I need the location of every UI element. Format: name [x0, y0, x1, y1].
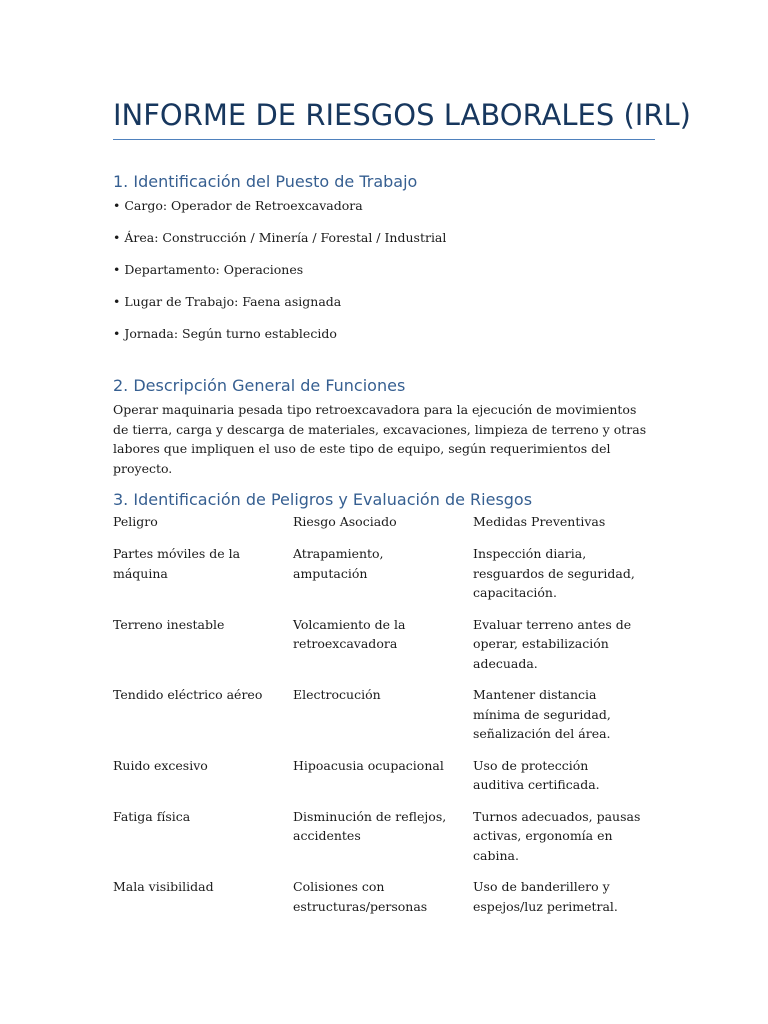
table-row — [113, 807, 655, 878]
measures-cell: Inspección diaria, resguardos de seguridad, capacitación. — [473, 546, 635, 600]
risk-cell: Disminución de reflejos, accidentes — [293, 808, 447, 843]
measures-cell: Uso de protección auditiva certificada. — [473, 757, 600, 792]
document-title: INFORME DE RIESGOS LABORALES (IRL) — [113, 98, 691, 132]
hazard-cell: Fatiga física — [113, 808, 191, 824]
section-2-heading: 2. Descripción General de Funciones — [113, 376, 406, 395]
table-row — [113, 615, 655, 686]
job-detail-jornada: • Jornada: Según turno establecido — [113, 326, 337, 341]
job-detail-area: • Área: Construcción / Minería / Forestal / Industrial — [113, 230, 447, 245]
hazard-cell: Mala visibilidad — [113, 879, 214, 894]
table-row — [113, 544, 655, 615]
measures-cell: Uso de banderillero y espejos/luz perimetral. — [473, 879, 618, 914]
risk-cell: Hipoacusia ocupacional — [293, 757, 444, 773]
measures-cell: Evaluar terreno antes de operar, estabilización adecuada. — [473, 616, 632, 671]
risk-cell: Colisiones con estructuras/personas — [293, 879, 428, 914]
table-row — [113, 877, 655, 928]
column-header-riesgo: Riesgo Asociado — [293, 514, 397, 529]
section-risk-assessment — [113, 489, 655, 928]
hazard-cell: Partes móviles de la máquina — [113, 546, 241, 581]
measures-cell: Turnos adecuados, pausas activas, ergonomía en cabina. — [473, 808, 641, 863]
section-1-heading: 1. Identificación del Puesto de Trabajo — [113, 172, 418, 191]
section-functions — [113, 375, 655, 478]
hazard-cell: Terreno inestable — [113, 616, 225, 632]
job-detail-departamento: • Departamento: Operaciones — [113, 262, 304, 277]
hazard-cell: Tendido eléctrico aéreo — [113, 687, 263, 702]
risk-cell: Electrocución — [293, 687, 381, 702]
section-job-identification — [113, 171, 655, 356]
job-detail-cargo: • Cargo: Operador de Retroexcavadora — [113, 198, 363, 213]
table-row — [113, 685, 655, 756]
job-detail-lugar: • Lugar de Trabajo: Faena asignada — [113, 294, 342, 309]
hazard-cell: Ruido excesivo — [113, 757, 208, 773]
job-details-list — [113, 196, 655, 344]
column-header-peligro: Peligro — [113, 514, 158, 529]
risk-cell: Atrapamiento, amputación — [293, 546, 384, 581]
risk-cell: Volcamiento de la retroexcavadora — [293, 616, 406, 651]
section-3-heading: 3. Identificación de Peligros y Evaluación de Riesgos — [113, 490, 533, 509]
risk-table — [113, 512, 655, 928]
measures-cell: Mantener distancia mínima de seguridad, señalización del área. — [473, 687, 611, 741]
column-header-medidas: Medidas Preventivas — [473, 514, 606, 529]
title-divider — [113, 139, 655, 140]
risk-table-header-row — [113, 512, 655, 544]
functions-description: Operar maquinaria pesada tipo retroexcavadora para la ejecución de movimientos de tierra, carga y descarga de materiales, excavaciones, limpieza de terreno y otras labores que impliquen el uso de este tipo de equipo, según requerimientos del proyecto. — [113, 402, 647, 476]
table-row — [113, 756, 655, 807]
